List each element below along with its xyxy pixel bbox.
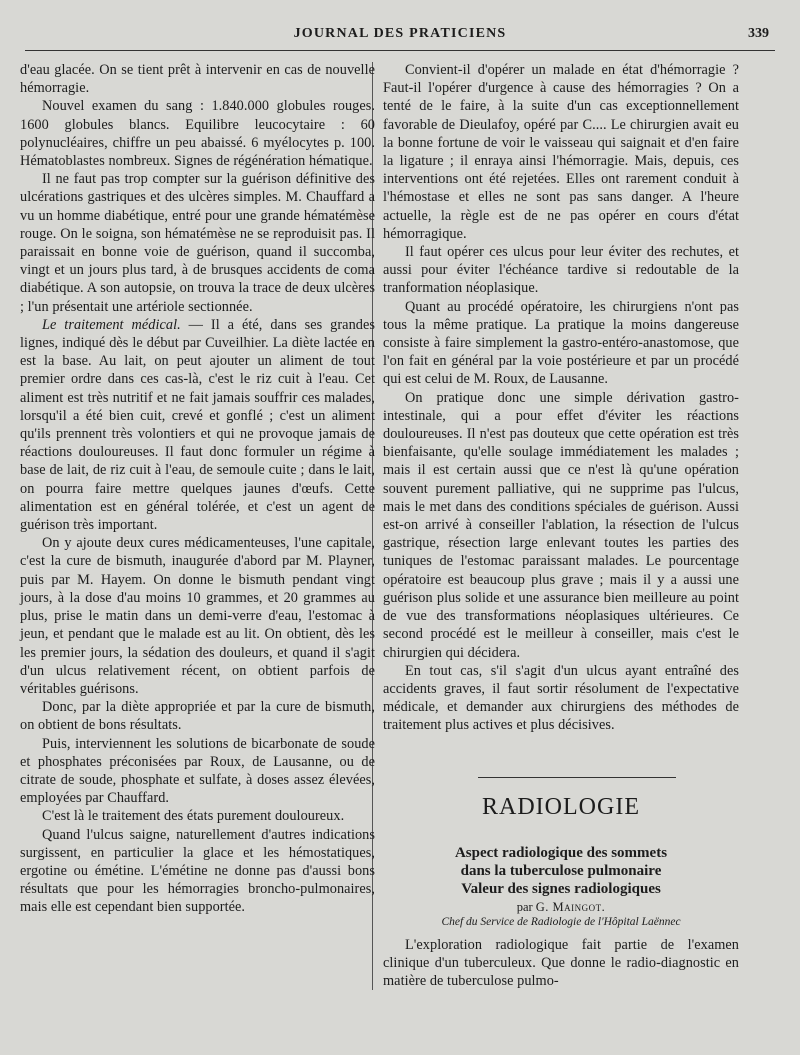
article-intro [383,936,739,991]
author-name: G. Maingot. [535,900,606,914]
section-rule [478,777,676,778]
paragraph: d'eau glacée. On se tient prêt à intervenir en cas de nouvelle hémorragie. [20,62,375,97]
italic-lead: Le traitement médical. [42,316,181,333]
page-header [25,18,775,48]
article-title [383,844,739,898]
byline-prefix: par [516,900,533,914]
header-rule [25,50,775,51]
journal-title: JOURNAL DES PRATICIENS [293,26,507,41]
left-column [20,61,375,917]
page-number: 339 [748,26,769,41]
section-title: RADIOLOGIE [482,794,640,820]
paragraph: L'exploration radiologique fait partie de l'examen clinique d'un tuberculeux. Que donne le radio-diagnostic en matière de tuberculose pulmo- [383,937,739,990]
right-column [383,61,739,735]
paragraph: Puis, interviennent les solutions de bicarbonate de soude et phosphates préconisées par Roux, de Lausanne, ou de citrate de soude, phosphate et sulfate, à doses assez élevées, employées par Chauffard. [20,735,375,807]
paragraph: On pratique donc une simple dérivation gastro-intestinale, qui a pour effet d'éviter les réactions douloureuses. Il n'est pas douteux que cette opération est très bienfaisante, qu'elle soulage immédiatement les malades ; mais il est certain aussi que ce n'est là qu'une opération souvent purement palliative, qui ne supprime pas l'ulcus, mais le met dans des conditions spéciales de guérison. Aussi est-on arrivé à conseiller l'ablation, la résection de l'ulcus gastrique, résection large enlevant toutes les parties des tuniques de l'estomac paraissant malades. Le pourcentage opératoire est beaucoup plus grave ; mais il y a aussi une guérison plus solide et une assurance bien meilleure au point de vue des transformations néoplasiques ultérieures. Ce second procédé est le meilleur à conseiller, mais c'est le chirurgien qui décidera. [383,389,739,661]
paragraph: On y ajoute deux cures médicamenteuses, l'une capitale, c'est la cure de bismuth, inaugurée d'abord par M. Playner, puis par M. Hayem. On donne le bismuth pendant vingt jours, à la dose d'au moins 10 grammes, et 20 grammes au plus, prise le matin dans un demi-verre d'eau, l'estomac à jeun, et pendant que le malade est au lit. On obtient, dès les les premier jours, la sédation des douleurs, et quand il s'agit d'un ulcus relativement récent, on obtient parfois de véritables guérisons. [20,535,375,697]
paragraph-traitement-medical: Le traitement médical. — Il a été, dans ses grandes lignes, indiqué dès le début par Cuveilhier. La diète lactée en est la base. Au lait, on peut ajouter un aliment de tout premier ordre dans ces cas-là, c'est le riz cuit à l'eau. Cet aliment est très nutritif et ne fait jamais souffrir ces malades, lorsqu'il a été bien cuit, crevé et gonflé ; c'est un aliment qu'ils prennent très volontiers et qui ne provoque jamais de réactions douloureuses. Il faut donc formuler un régime à base de lait, de riz cuit à l'eau, de semoule cuite ; dans le lait, on pourra faire mettre quelques jaunes d'œufs. Cette alimentation est en général tolérée, et c'est un agent de guérison très important. [20,316,375,534]
article-title-line: dans la tuberculose pulmonaire [460,863,662,879]
article-title-line: Valeur des signes radiologiques [461,881,661,897]
paragraph: En tout cas, s'il s'agit d'un ulcus ayant entraîné des accidents graves, il faut sortir résolument de l'expectative médicale, et demander aux chirurgiens des méthodes de traitement plus actives et plus décisives. [383,662,739,734]
article-title-line: Aspect radiologique des sommets [454,845,668,861]
paragraph: Convient-il d'opérer un malade en état d'hémorragie ? Faut-il l'opérer d'urgence à cause des hémorragies ? On a tenté de le faire, à la suite d'un cas exceptionnellement favorable de Dieulafoy, opéré par C.... Le chirurgien avait eu la bonne fortune de voir le vaisseau qui saignait et d'en faire la ligature ; il enraya ainsi l'hémorragie. Mais, depuis, ces interventions ont été rejetées. Elles ont rarement conduit à l'hémostase et elles ne sont pas sans danger. A l'heure actuelle, la règle est de ne pas opérer en cours d'état hémorragique. [383,62,739,242]
paragraph: Quand l'ulcus saigne, naturellement d'autres indications surgissent, en particulier la glace et les hémostatiques, ergotine ou émétine. L'émétine ne donne pas d'aussi bons résultats que pour les hémorragies broncho-pulmonaires, mais elle est cependant bien supportée. [20,826,375,916]
paragraph: Il ne faut pas trop compter sur la guérison définitive des ulcérations gastriques et des ulcères simples. M. Chauffard a vu un homme diabétique, entré pour une grande hématémèse rouge. On le soigna, son hématémèse ne se reproduisit pas. Il paraissait en bonne voie de guérison, quand il succomba, vingt et un jours plus tard, à de brusques accidents de coma diabétique. A son autopsie, on trouva la trace de deux ulcères ; l'un présentait une artériole sectionnée. [20,171,375,315]
paragraph: Nouvel examen du sang : 1.840.000 globules rouges. 1600 globules blancs. Equilibre leucocytaire : 60 polynucléaires, chiffre un peu abaissé. 6 myélocytes p. 100. Hématoblastes nombreux. Signes de régénération hématique. [20,98,375,170]
paragraph: Il faut opérer ces ulcus pour leur éviter des rechutes, et aussi pour éviter l'échéance tardive si redoutable de la tranformation néoplasique. [383,244,739,297]
paragraph: Quant au procédé opératoire, les chirurgiens n'ont pas tous la même pratique. La pratique la moins dangereuse consiste à faire simplement la gastro-entéro-anastomose, que l'on fait en général par la voie postérieure et par un procédé qui est celui de M. Roux, de Lausanne. [383,298,739,388]
byline [383,899,739,915]
paragraph: C'est là le traitement des états purement douloureux. [42,808,345,825]
paragraph: Donc, par la diète appropriée et par la cure de bismuth, on obtient de bons résultats. [20,699,375,734]
author-role: Chef du Service de Radiologie de l'Hôpital Laënnec [441,916,681,928]
